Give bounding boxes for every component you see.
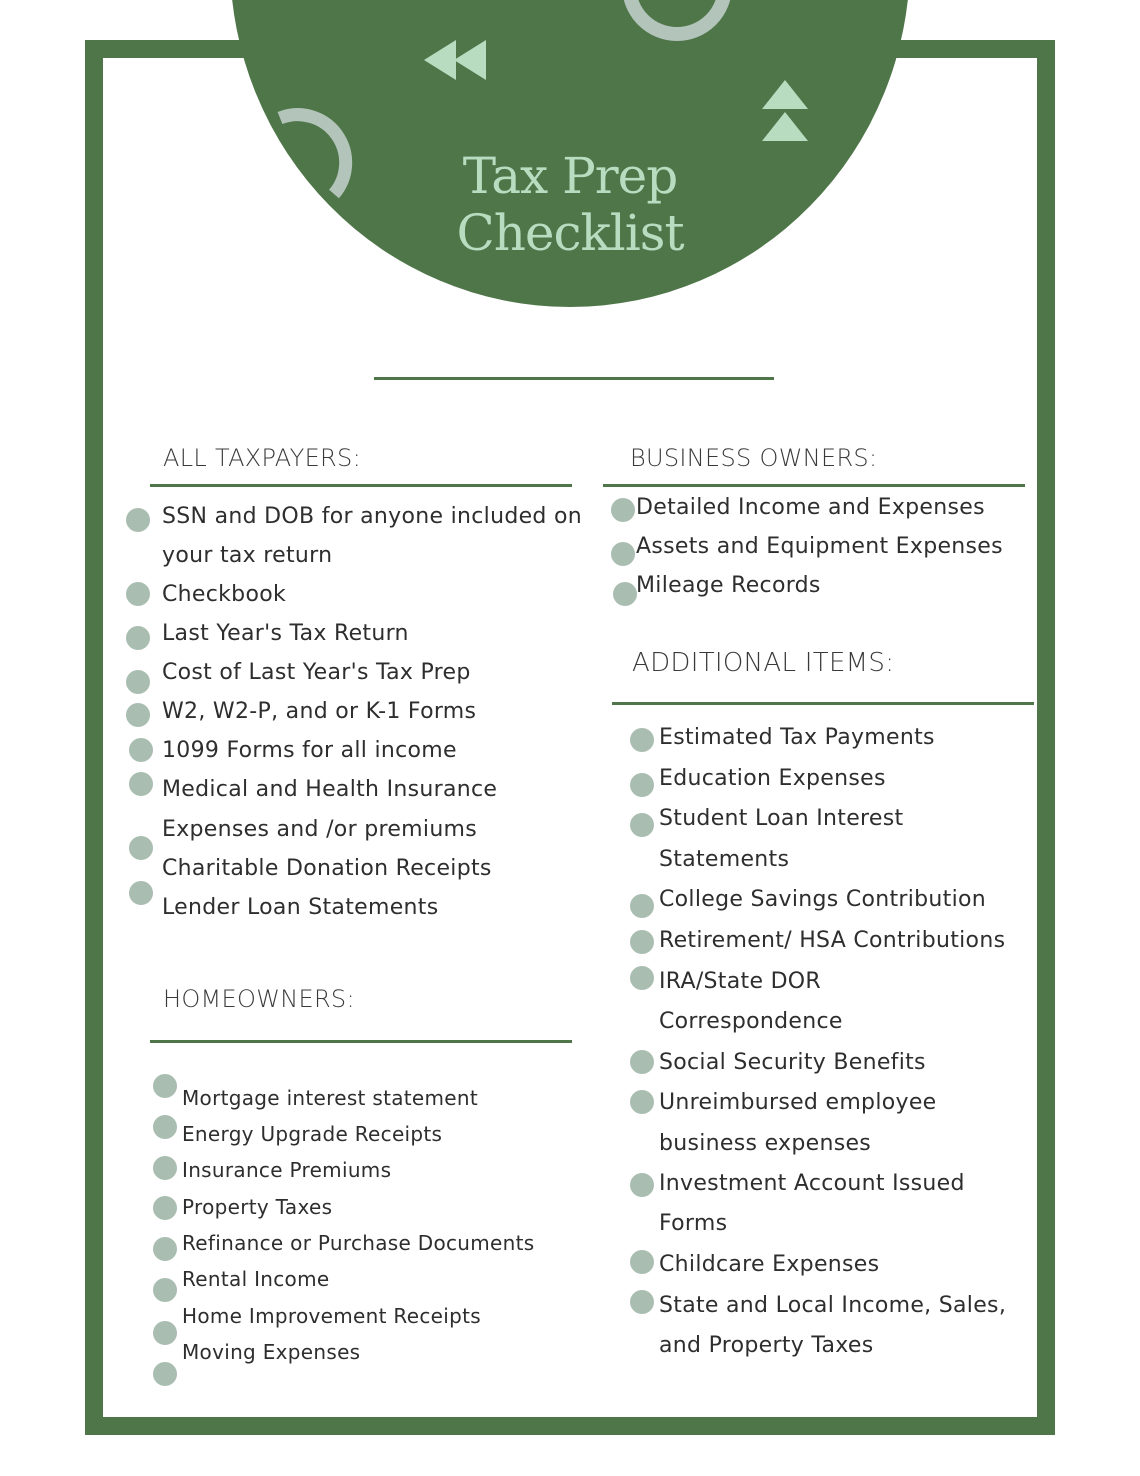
checklist-item: Energy Upgrade Receipts — [182, 1122, 443, 1146]
checklist-item: Checkbook — [162, 582, 287, 607]
homeowners-heading: HOMEOWNERS: — [163, 985, 355, 1013]
bullet — [613, 582, 637, 606]
title-divider — [374, 377, 774, 380]
bullet — [129, 738, 153, 762]
checklist-item: State and Local Income, Sales, — [659, 1293, 1007, 1318]
checklist-item: 1099 Forms for all income — [162, 738, 457, 763]
bullet — [611, 542, 635, 566]
checklist-item: Detailed Income and Expenses — [636, 495, 985, 520]
checklist-item: Moving Expenses — [182, 1340, 361, 1364]
business-owners-divider — [603, 484, 1025, 487]
bullet — [126, 508, 150, 532]
checklist-item: Childcare Expenses — [659, 1252, 880, 1277]
page-title — [420, 148, 720, 262]
bullet — [630, 966, 654, 990]
checklist-item: Mileage Records — [636, 573, 821, 598]
checklist-item: Unreimbursed employee — [659, 1090, 937, 1115]
checklist-item: Insurance Premiums — [182, 1158, 392, 1182]
checklist-item: Rental Income — [182, 1267, 330, 1291]
bullet — [153, 1321, 177, 1345]
bullet — [611, 498, 635, 522]
checklist-item: Correspondence — [659, 1009, 843, 1034]
double-triangle-icon — [762, 80, 808, 142]
checklist-item: W2, W2-P, and or K-1 Forms — [162, 699, 477, 724]
ring-icon — [620, 0, 734, 50]
bullet — [630, 728, 654, 752]
checklist-item: Lender Loan Statements — [162, 895, 439, 920]
checklist-item: Education Expenses — [659, 766, 886, 791]
checklist-item: Home Improvement Receipts — [182, 1304, 481, 1328]
bullet — [630, 773, 654, 797]
business-owners-heading: BUSINESS OWNERS: — [630, 444, 878, 472]
checklist-item: SSN and DOB for anyone included on — [162, 504, 582, 529]
checklist-item: Medical and Health Insurance — [162, 777, 498, 802]
bullet — [129, 836, 153, 860]
bullet — [126, 670, 150, 694]
bullet — [630, 813, 654, 837]
checklist-item: Last Year's Tax Return — [162, 621, 409, 646]
checklist-item: IRA/State DOR — [659, 969, 822, 994]
bullet — [630, 894, 654, 918]
bullet — [129, 772, 153, 796]
checklist-item: Statements — [659, 847, 790, 872]
arc-icon — [268, 100, 368, 204]
homeowners-divider — [150, 1040, 572, 1043]
checklist-item: Forms — [659, 1211, 728, 1236]
checklist-item: Retirement/ HSA Contributions — [659, 928, 1006, 953]
additional-items-heading: ADDITIONAL ITEMS: — [632, 648, 895, 678]
additional-items-divider — [612, 702, 1034, 705]
bullet — [630, 1050, 654, 1074]
checklist-item: and Property Taxes — [659, 1333, 874, 1358]
checklist-item: your tax return — [162, 543, 333, 568]
all-taxpayers-divider — [150, 484, 572, 487]
checklist-item: Student Loan Interest — [659, 806, 904, 831]
bullet — [630, 1290, 654, 1314]
checklist-item: Social Security Benefits — [659, 1050, 926, 1075]
all-taxpayers-heading: ALL TAXPAYERS: — [163, 444, 361, 472]
title-line-1: Tax Prep — [462, 147, 678, 205]
bullet — [153, 1362, 177, 1386]
bullet — [153, 1115, 177, 1139]
rewind-icon — [424, 38, 488, 82]
checklist-item: business expenses — [659, 1131, 872, 1156]
bullet — [630, 1173, 654, 1197]
bullet — [126, 626, 150, 650]
checklist-item: Investment Account Issued — [659, 1171, 965, 1196]
title-line-2: Checklist — [456, 204, 684, 262]
bullet — [153, 1278, 177, 1302]
bullet — [126, 703, 150, 727]
checklist-item: Estimated Tax Payments — [659, 725, 935, 750]
checklist-item: College Savings Contribution — [659, 887, 987, 912]
bullet — [129, 881, 153, 905]
checklist-item: Assets and Equipment Expenses — [636, 534, 1003, 559]
bullet — [153, 1237, 177, 1261]
checklist-item: Cost of Last Year's Tax Prep — [162, 660, 471, 685]
checklist-item: Property Taxes — [182, 1195, 333, 1219]
bullet — [153, 1074, 177, 1098]
checklist-item: Expenses and /or premiums — [162, 817, 478, 842]
bullet — [153, 1156, 177, 1180]
checklist-item: Mortgage interest statement — [182, 1086, 479, 1110]
bullet — [126, 582, 150, 606]
bullet — [630, 1250, 654, 1274]
bullet — [630, 1090, 654, 1114]
checklist-item: Charitable Donation Receipts — [162, 856, 492, 881]
bullet — [153, 1196, 177, 1220]
bullet — [630, 930, 654, 954]
checklist-item: Refinance or Purchase Documents — [182, 1231, 535, 1255]
